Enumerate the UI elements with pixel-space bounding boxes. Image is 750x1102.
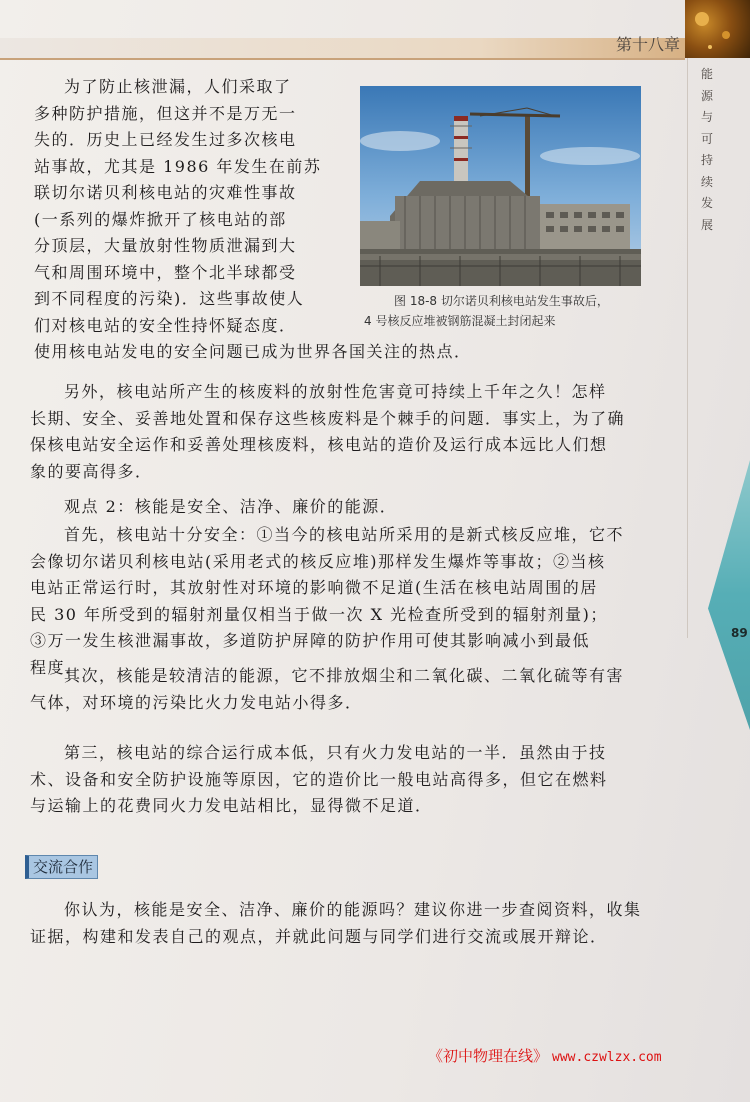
text-line: (一系列的爆炸掀开了核电站的部 [34, 209, 287, 229]
exchange-section-label: 交流合作 [25, 855, 98, 879]
header-bar [0, 38, 685, 58]
paragraph-2-first-line [64, 379, 607, 406]
figure-caption-line: 4 号核反应堆被钢筋混凝土封闭起来 [364, 314, 556, 328]
text-line: 分顶层，大量放射性物质泄漏到大 [34, 236, 297, 255]
text-line: 失的．历史上已经发生过多次核电 [34, 130, 297, 149]
sidebar-vertical-title [699, 64, 715, 236]
watermark-source: 《初中物理在线》 [428, 1047, 549, 1065]
text-line: 你认为，核能是安全、洁净、廉价的能源吗？建议你进一步查阅资料，收集 [64, 900, 642, 919]
text-line: 气和周围环境中，整个北半球都受 [34, 262, 297, 282]
sidebar-char: 续 [700, 174, 713, 189]
header-rule [0, 58, 685, 60]
text-line: 会像切尔诺贝利核电站(采用老式的核反应堆)那样发生爆炸等事故；②当核 [30, 551, 606, 571]
text-line: 长期、安全、妥善地处置和保存这些核废料是个棘手的问题．事实上，为了确 [30, 408, 626, 428]
text-line: 首先，核电站十分安全：①当今的核电站所采用的是新式核反应堆，它不 [64, 525, 625, 544]
paragraph-3-first-line [64, 522, 624, 549]
text-line: 象的要高得多． [30, 461, 153, 481]
text-line: 气体，对环境的污染比火力发电站小得多． [30, 692, 363, 712]
paragraph-4-first-line [64, 663, 624, 690]
text-line: 民 30 年所受到的辐射剂量仅相当于做一次 X 光检查所受到的辐射剂量)； [30, 604, 608, 624]
sidebar-divider [687, 58, 688, 638]
sidebar-char: 源 [700, 88, 713, 103]
text-line: 为了防止核泄漏，人们采取了 [64, 77, 292, 96]
text-line: 联切尔诺贝利核电站的灾难性事故 [34, 183, 297, 202]
text-line: 与运输上的花费同火力发电站相比，显得微不足道． [30, 796, 433, 815]
text-line: 电站正常运行时，其放射性对环境的影响微不足道(生活在核电站周围的居 [30, 578, 598, 597]
sidebar-char: 能 [700, 67, 713, 81]
text-line: 使用核电站发电的安全问题已成为世界各国关注的热点． [34, 342, 472, 361]
sidebar-char: 可 [700, 131, 713, 146]
page-number: 89 [731, 626, 748, 640]
exchange-first-line [64, 897, 642, 924]
text-line: 另外，核电站所产生的核废料的放射性危害竟可持续上千年之久！怎样 [64, 382, 607, 401]
text-line: 第三，核电站的综合运行成本低，只有火力发电站的一半．虽然由于技 [64, 743, 607, 762]
text-line: 保核电站安全运作和妥善处理核废料，核电站的造价及运行成本远比人们想 [30, 435, 608, 454]
text-line: 证据，构建和发表自己的观点，并就此问题与同学们进行交流或展开辩论． [30, 926, 608, 946]
paragraph-1-first-line [64, 74, 292, 101]
figure-caption-line: 图 18-8 切尔诺贝利核电站发生事故后， [394, 294, 609, 308]
watermark-url: www.czwlzx.com [552, 1050, 662, 1065]
text-line: 们对核电站的安全性持怀疑态度． [34, 315, 297, 335]
text-line: 多种防护措施，但这并不是万无一 [34, 103, 297, 123]
paragraph-2 [30, 406, 625, 486]
paragraph-3 [30, 549, 608, 682]
corner-decoration-image [685, 0, 750, 58]
text-line: 站事故，尤其是 1986 年发生在前苏 [34, 156, 322, 176]
sidebar-char: 与 [700, 110, 713, 124]
text-line: ③万一发生核泄漏事故，多道防护屏障的防护作用可使其影响减小到最低 [30, 631, 591, 650]
sidebar-char: 展 [700, 217, 713, 232]
sidebar-char: 发 [700, 196, 713, 210]
text-line: 观点 2：核能是安全、洁净、廉价的能源． [64, 497, 398, 516]
paragraph-5 [30, 767, 608, 820]
text-line: 程度． [30, 657, 83, 677]
chapter-title: 第十八章 [615, 35, 680, 54]
paragraph-1 [34, 101, 472, 366]
text-line: 术、设备和安全防护设施等原因，它的造价比一般电站高得多，但它在燃料 [30, 769, 608, 789]
watermark [428, 1045, 662, 1066]
text-line: 其次，核能是较清洁的能源，它不排放烟尘和二氧化碳、二氧化硫等有害 [64, 666, 625, 685]
text-line: 到不同程度的污染)．这些事故使人 [34, 289, 305, 308]
point-2-heading [64, 494, 397, 521]
paragraph-4 [30, 690, 363, 717]
sidebar-char: 持 [700, 153, 713, 167]
paragraph-5-first-line [64, 740, 607, 767]
exchange-text [30, 924, 608, 951]
